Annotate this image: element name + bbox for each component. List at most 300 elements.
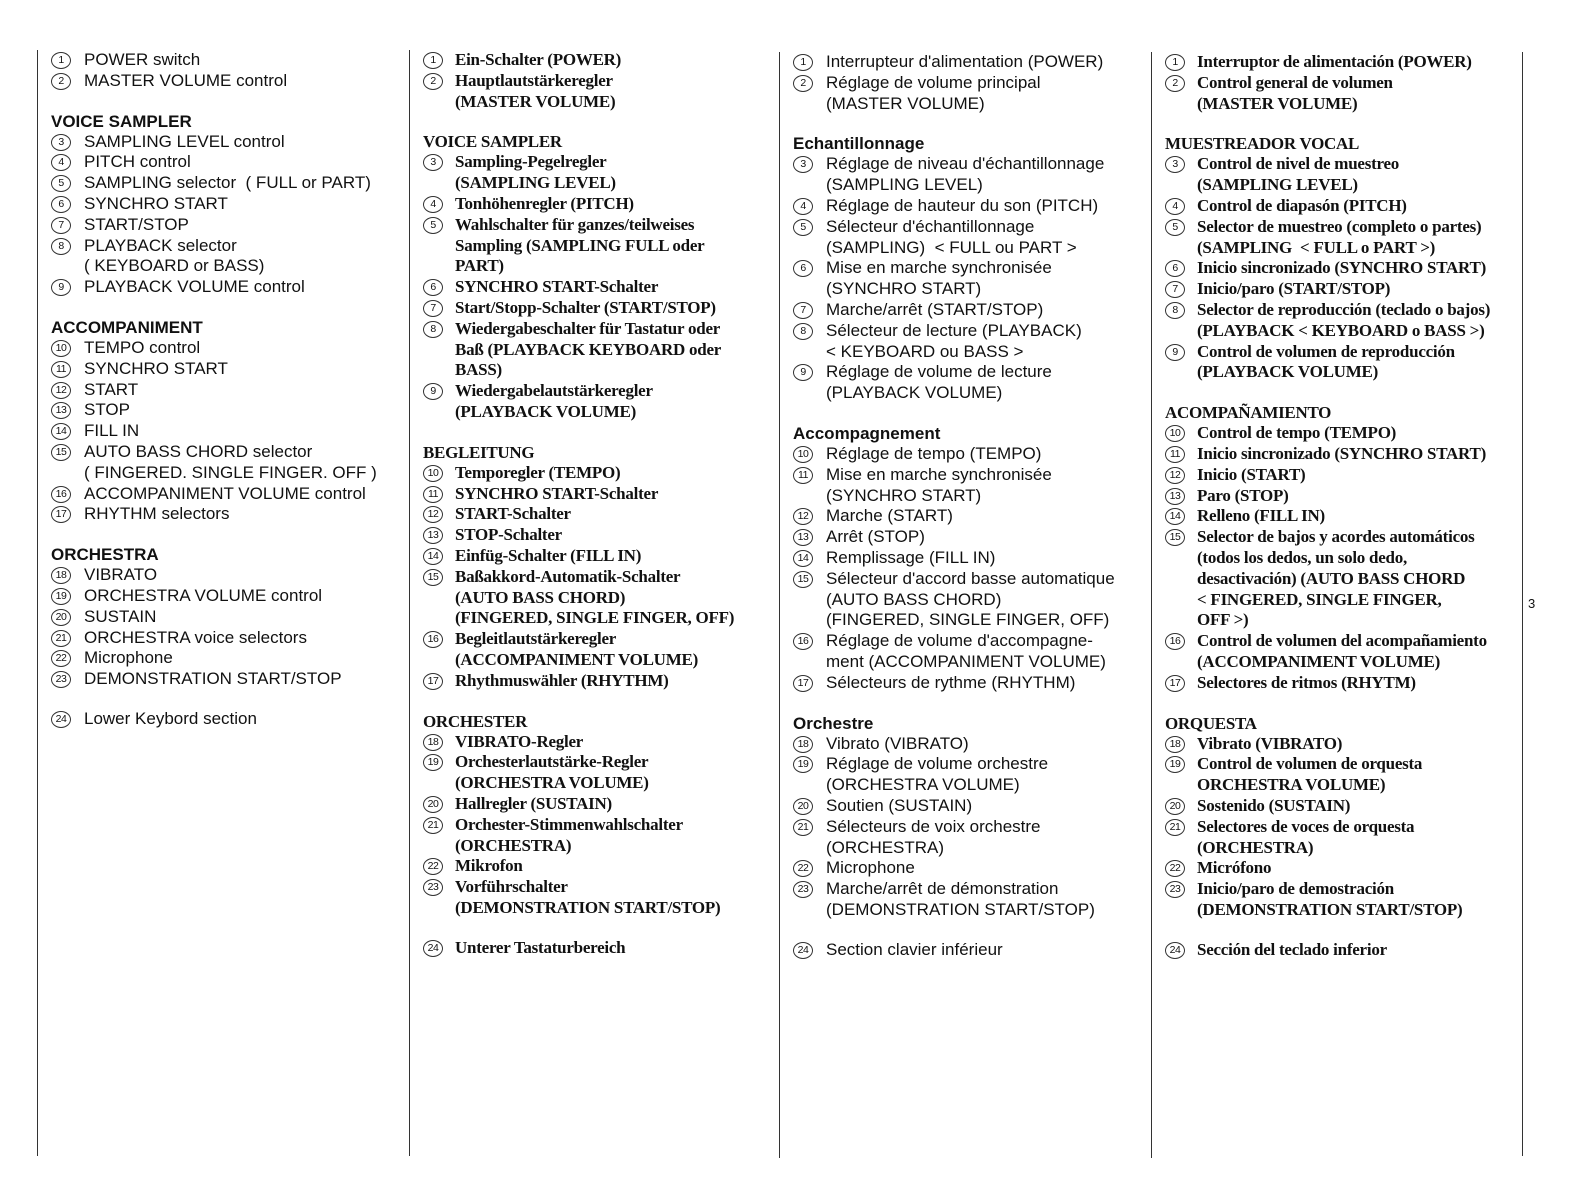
list-item [1165,858,1523,879]
list-item [1165,73,1523,115]
item-label: Ein-Schalter (POWER) [455,50,622,69]
list-item [51,236,409,278]
list-item [793,754,1151,796]
item-number-badge: 23 [1165,881,1185,898]
item-label: Réglage de volume de lecture (PLAYBACK VOLUME) [826,362,1052,403]
list-item [1165,796,1523,817]
list-item [423,319,779,381]
list-item [1165,879,1523,921]
item-label: Inicio sincronizado (SYNCHRO START) [1197,258,1486,278]
section [1165,133,1523,383]
item-label: Remplissage (FILL IN) [826,547,996,567]
item-number-badge: 24 [423,940,443,957]
section-heading: ACOMPAÑAMIENTO [1165,403,1332,423]
right-divider [1522,52,1523,1156]
item-number-badge: 14 [51,423,71,440]
item-number-badge: 11 [793,467,813,484]
item-number-badge: 13 [51,402,71,419]
section-heading: ACCOMPANIMENT [51,317,203,337]
item-number-badge: 12 [51,382,71,399]
item-label: START/STOP [84,214,189,234]
item-label: Interrupteur d'alimentation (POWER) [826,52,1104,71]
item-number-badge: 13 [1165,488,1185,505]
list-item [423,215,779,277]
item-number-badge: 15 [423,569,443,586]
item-number-badge: 13 [793,529,813,546]
list-item [423,567,779,629]
list-item [793,444,1151,465]
list-item [793,527,1151,548]
section [1165,52,1523,114]
item-number-badge: 20 [51,609,71,626]
item-label: Sélecteurs de rythme (RHYTHM) [826,672,1076,692]
item-number-badge: 17 [1165,675,1185,692]
list-item [51,277,409,298]
item-label: Tonhöhenregler (PITCH) [455,193,634,213]
item-label: Control de tempo (TEMPO) [1197,423,1397,443]
list-item [423,752,779,794]
item-number-badge: 21 [51,630,71,647]
item-label: Inicio/paro de demostración (DEMONSTRATION START/STOP) [1197,879,1463,919]
item-label: Marche/arrêt (START/STOP) [826,299,1044,319]
item-number-badge: 6 [793,260,813,277]
list-item [423,277,779,298]
item-label: Control de volumen de reproducción (PLAYBACK VOLUME) [1197,341,1455,382]
list-item [1165,258,1523,279]
section [51,317,409,525]
list-item [51,132,409,153]
section [793,940,1151,961]
list-item [423,381,779,423]
item-label: Marche/arrêt de démonstration (DEMONSTRATION START/STOP) [826,879,1095,919]
item-label: MASTER VOLUME control [84,70,288,90]
item-label: Vibrato (VIBRATO) [1197,733,1343,753]
list-item [423,152,779,194]
item-number-badge: 15 [51,444,71,461]
item-label: Sélecteur d'accord basse automatique (AUTO BASS CHORD) (FINGERED, SINGLE FINGER, OFF) [826,568,1115,630]
list-item [793,52,1151,73]
list-item [51,359,409,380]
item-label: Control de diapasón (PITCH) [1197,195,1407,215]
item-number-badge: 3 [793,156,813,173]
list-item [51,669,409,690]
list-item [793,73,1151,115]
item-number-badge: 20 [1165,798,1185,815]
item-number-badge: 20 [423,796,443,813]
item-number-badge: 7 [793,302,813,319]
list-item [1165,196,1523,217]
list-item [423,794,779,815]
item-number-badge: 15 [1165,529,1185,546]
item-number-badge: 6 [1165,260,1185,277]
item-number-badge: 23 [793,881,813,898]
item-number-badge: 2 [1165,75,1185,92]
item-label: ORCHESTRA voice selectors [84,627,307,647]
item-label: Vibrato (VIBRATO) [826,733,969,753]
item-number-badge: 2 [51,73,71,90]
list-item [793,258,1151,300]
item-label: Soutien (SUSTAIN) [826,795,973,815]
column-french [779,52,1151,1158]
item-number-badge: 5 [51,175,71,192]
list-item [423,484,779,505]
item-number-badge: 13 [423,527,443,544]
list-item [793,217,1151,259]
item-number-badge: 21 [423,817,443,834]
list-item [51,400,409,421]
item-label: Wahlschalter für ganzes/teilweises Sampling (SAMPLING FULL oder PART) [455,214,705,276]
list-item [423,629,779,671]
item-number-badge: 19 [1165,756,1185,773]
list-item [423,504,779,525]
list-item [423,525,779,546]
item-label: Control de volumen de orquesta ORCHESTRA VOLUME) [1197,754,1423,795]
item-label: Selectores de voces de orquesta (ORCHESTRA) [1197,816,1415,857]
item-label: STOP [84,400,130,420]
item-label: Réglage de hauteur du son (PITCH) [826,195,1099,215]
section-heading: Echantillonnage [793,134,925,154]
list-item [423,856,779,877]
list-item [1165,486,1523,507]
item-label: Vorführschalter (DEMONSTRATION START/STOP) [455,877,721,917]
item-label: Baßakkord-Automatik-Schalter (AUTO BASS CHORD) (FINGERED, SINGLE FINGER, OFF) [455,566,735,628]
list-item [1165,300,1523,342]
list-item [793,548,1151,569]
list-item [1165,940,1523,961]
item-label: Réglage de volume principal (MASTER VOLUME) [826,72,1041,113]
list-item [1165,154,1523,196]
section-heading: ORCHESTRA [51,545,159,565]
item-number-badge: 6 [423,279,443,296]
item-label: Wiedergabelautstärkeregler (PLAYBACK VOLUME) [455,381,653,421]
section-heading: MUESTREADOR VOCAL [1165,134,1360,154]
item-label: Marche (START) [826,506,953,526]
item-label: SUSTAIN [84,606,157,626]
item-label: Einfüg-Schalter (FILL IN) [455,545,642,565]
item-number-badge: 3 [423,154,443,171]
section [423,938,779,959]
item-label: Begleitlautstärkeregler (ACCOMPANIMENT VOLUME) [455,629,699,669]
section [423,50,779,112]
item-number-badge: 17 [793,675,813,692]
section-heading: VOICE SAMPLER [423,132,562,152]
list-item [1165,673,1523,694]
item-number-badge: 7 [1165,281,1185,298]
item-number-badge: 18 [1165,736,1185,753]
list-item [51,504,409,525]
item-label: Rhythmuswähler (RHYTHM) [455,670,669,690]
item-label: Lower Keybord section [84,708,257,728]
item-label: Sección del teclado inferior [1197,939,1387,959]
item-number-badge: 14 [793,550,813,567]
item-label: ACCOMPANIMENT VOLUME control [84,483,366,503]
item-label: Inicio sincronizado (SYNCHRO START) [1197,443,1486,463]
list-item [793,300,1151,321]
list-item [51,628,409,649]
item-label: Selectores de ritmos (RHYTM) [1197,672,1416,692]
list-item [51,194,409,215]
list-item [51,338,409,359]
item-label: Hauptlautstärkeregler (MASTER VOLUME) [455,70,616,111]
item-label: Relleno (FILL IN) [1197,506,1325,526]
item-label: START [84,379,139,399]
item-number-badge: 16 [423,631,443,648]
list-item [1165,52,1523,73]
list-item [51,71,409,92]
item-label: PLAYBACK VOLUME control [84,277,305,297]
list-item [423,877,779,919]
item-number-badge: 10 [423,465,443,482]
item-number-badge: 22 [51,650,71,667]
item-label: Selector de bajos y acordes automáticos (todos los dedos, un solo dedo, desactivación) (AUTO BASS CHORD < FINGERED, SINGLE FINGER, OFF >) [1197,527,1475,630]
item-number-badge: 5 [423,217,443,234]
item-number-badge: 8 [51,238,71,255]
item-number-badge: 6 [51,196,71,213]
list-item [793,858,1151,879]
item-number-badge: 4 [793,198,813,215]
item-label: SYNCHRO START-Schalter [455,277,659,297]
list-item [793,362,1151,404]
item-label: DEMONSTRATION START/STOP [84,669,342,689]
section [793,713,1151,921]
item-label: Control de volumen del acompañamiento (ACCOMPANIMENT VOLUME) [1197,631,1487,671]
item-number-badge: 22 [1165,860,1185,877]
item-number-badge: 3 [51,134,71,151]
item-label: ORCHESTRA VOLUME control [84,585,323,605]
list-item [51,152,409,173]
item-label: Sélecteur de lecture (PLAYBACK) < KEYBOARD ou BASS > [826,320,1082,361]
item-label: Mise en marche synchronisée (SYNCHRO START) [826,464,1052,505]
list-item [1165,342,1523,384]
item-label: Inicio (START) [1197,464,1306,484]
item-label: Sampling-Pegelregler (SAMPLING LEVEL) [455,152,616,193]
item-label: Sélecteurs de voix orchestre (ORCHESTRA) [826,816,1041,857]
item-number-badge: 18 [423,734,443,751]
item-label: POWER switch [84,50,201,69]
item-number-badge: 24 [793,942,813,959]
list-item [1165,631,1523,673]
list-item [1165,734,1523,755]
list-item [793,154,1151,196]
list-item [423,815,779,857]
column-german [409,50,779,1156]
list-item [1165,817,1523,859]
item-label: Interruptor de alimentación (POWER) [1197,52,1472,71]
item-number-badge: 19 [793,756,813,773]
item-label: START-Schalter [455,504,571,524]
section-heading: BEGLEITUNG [423,442,535,462]
list-item [423,194,779,215]
item-number-badge: 2 [793,75,813,92]
item-label: VIBRATO [84,565,158,585]
list-item [793,673,1151,694]
section-heading: ORQUESTA [1165,713,1257,733]
list-item [423,938,779,959]
item-label: Sostenido (SUSTAIN) [1197,795,1351,815]
list-item [51,565,409,586]
item-label: Mise en marche synchronisée (SYNCHRO START) [826,258,1052,299]
list-item [1165,465,1523,486]
list-item [793,734,1151,755]
list-item [51,709,409,730]
list-item [51,586,409,607]
item-number-badge: 10 [1165,425,1185,442]
list-item [1165,506,1523,527]
item-label: SYNCHRO START-Schalter [455,483,659,503]
section [1165,402,1523,693]
item-label: Réglage de volume orchestre (ORCHESTRA VOLUME) [826,754,1049,795]
item-number-badge: 5 [793,219,813,236]
item-number-badge: 16 [793,633,813,650]
item-label: TEMPO control [84,337,201,357]
item-number-badge: 11 [1165,446,1185,463]
section-heading: Orchestre [793,713,874,733]
item-label: Start/Stopp-Schalter (START/STOP) [455,297,716,317]
item-label: Microphone [826,858,915,878]
item-number-badge: 16 [51,486,71,503]
section [1165,713,1523,921]
list-item [51,484,409,505]
list-item [51,215,409,236]
item-label: Mikrofon [455,856,523,876]
item-label: Réglage de volume d'accompagne- ment (ACCOMPANIMENT VOLUME) [826,631,1106,671]
item-number-badge: 8 [423,321,443,338]
list-item [793,940,1151,961]
item-label: SAMPLING LEVEL control [84,131,285,151]
item-number-badge: 2 [423,73,443,90]
item-number-badge: 22 [423,858,443,875]
section [423,131,779,422]
item-number-badge: 4 [1165,198,1185,215]
item-number-badge: 10 [51,340,71,357]
item-label: Micrófono [1197,858,1272,878]
item-label: FILL IN [84,421,140,441]
list-item [793,569,1151,631]
item-label: SYNCHRO START [84,193,228,213]
item-number-badge: 12 [793,508,813,525]
item-label: Microphone [84,648,173,668]
item-label: Réglage de niveau d'échantillonnage (SAMPLING LEVEL) [826,154,1105,195]
item-number-badge: 3 [1165,156,1185,173]
item-label: Control general de volumen (MASTER VOLUME) [1197,72,1393,113]
list-item [423,546,779,567]
item-number-badge: 23 [423,879,443,896]
list-item [51,648,409,669]
list-item [793,796,1151,817]
item-number-badge: 18 [51,567,71,584]
item-number-badge: 12 [423,506,443,523]
list-item [1165,444,1523,465]
list-item [793,817,1151,859]
section [793,52,1151,114]
item-number-badge: 7 [423,300,443,317]
item-number-badge: 18 [793,736,813,753]
list-item [423,463,779,484]
item-number-badge: 9 [423,383,443,400]
list-item [423,732,779,753]
item-number-badge: 7 [51,217,71,234]
item-number-badge: 24 [1165,942,1185,959]
column-spanish [1151,52,1523,1158]
list-item [423,671,779,692]
item-number-badge: 20 [793,798,813,815]
section [51,709,409,730]
item-number-badge: 19 [51,588,71,605]
section [51,50,409,92]
item-number-badge: 17 [51,506,71,523]
item-number-badge: 9 [793,364,813,381]
page-number: 3 [1528,596,1536,611]
item-number-badge: 16 [1165,633,1185,650]
item-number-badge: 1 [51,52,71,69]
item-number-badge: 22 [793,860,813,877]
list-item [51,442,409,484]
item-number-badge: 19 [423,754,443,771]
item-label: Selector de reproducción (teclado o bajos) (PLAYBACK < KEYBOARD o BASS >) [1197,299,1491,340]
item-number-badge: 21 [793,819,813,836]
item-number-badge: 4 [51,154,71,171]
list-item [1165,754,1523,796]
item-label: Arrêt (STOP) [826,527,925,547]
item-number-badge: 1 [1165,54,1185,71]
list-item [793,465,1151,507]
section [793,133,1151,404]
list-item [793,879,1151,921]
list-item [51,380,409,401]
section [793,423,1151,694]
section [423,442,779,692]
item-label: Wiedergabeschalter für Tastatur oder Baß (PLAYBACK KEYBOARD oder BASS) [455,318,722,380]
section [51,111,409,298]
item-number-badge: 14 [1165,508,1185,525]
item-label: PLAYBACK selector ( KEYBOARD or BASS) [84,235,265,276]
list-item [423,298,779,319]
list-item [51,607,409,628]
list-item [793,196,1151,217]
item-label: Section clavier inférieur [826,939,1003,959]
item-label: Hallregler (SUSTAIN) [455,793,612,813]
item-number-badge: 8 [1165,302,1185,319]
item-label: Orchesterlautstärke-Regler (ORCHESTRA VOLUME) [455,752,649,793]
item-number-badge: 9 [51,279,71,296]
item-number-badge: 5 [1165,219,1185,236]
list-item [51,50,409,71]
section-heading: VOICE SAMPLER [51,111,192,131]
item-number-badge: 23 [51,671,71,688]
list-item [423,71,779,113]
list-item [793,506,1151,527]
item-number-badge: 9 [1165,344,1185,361]
item-number-badge: 1 [423,52,443,69]
item-number-badge: 4 [423,196,443,213]
section [1165,940,1523,961]
item-number-badge: 14 [423,548,443,565]
item-label: Control de nivel de muestreo (SAMPLING LEVEL) [1197,154,1400,195]
list-item [1165,423,1523,444]
item-label: Inicio/paro (START/STOP) [1197,279,1391,299]
item-label: Réglage de tempo (TEMPO) [826,443,1042,463]
item-label: Sélecteur d'échantillonnage (SAMPLING) < FULL ou PART > [826,216,1077,257]
item-label: RHYTHM selectors [84,504,230,524]
item-label: PITCH control [84,152,191,172]
item-number-badge: 11 [51,361,71,378]
list-item [51,173,409,194]
item-number-badge: 17 [423,673,443,690]
list-item [793,321,1151,363]
item-label: Unterer Tastaturbereich [455,937,626,957]
item-number-badge: 8 [793,323,813,340]
list-item [1165,527,1523,631]
